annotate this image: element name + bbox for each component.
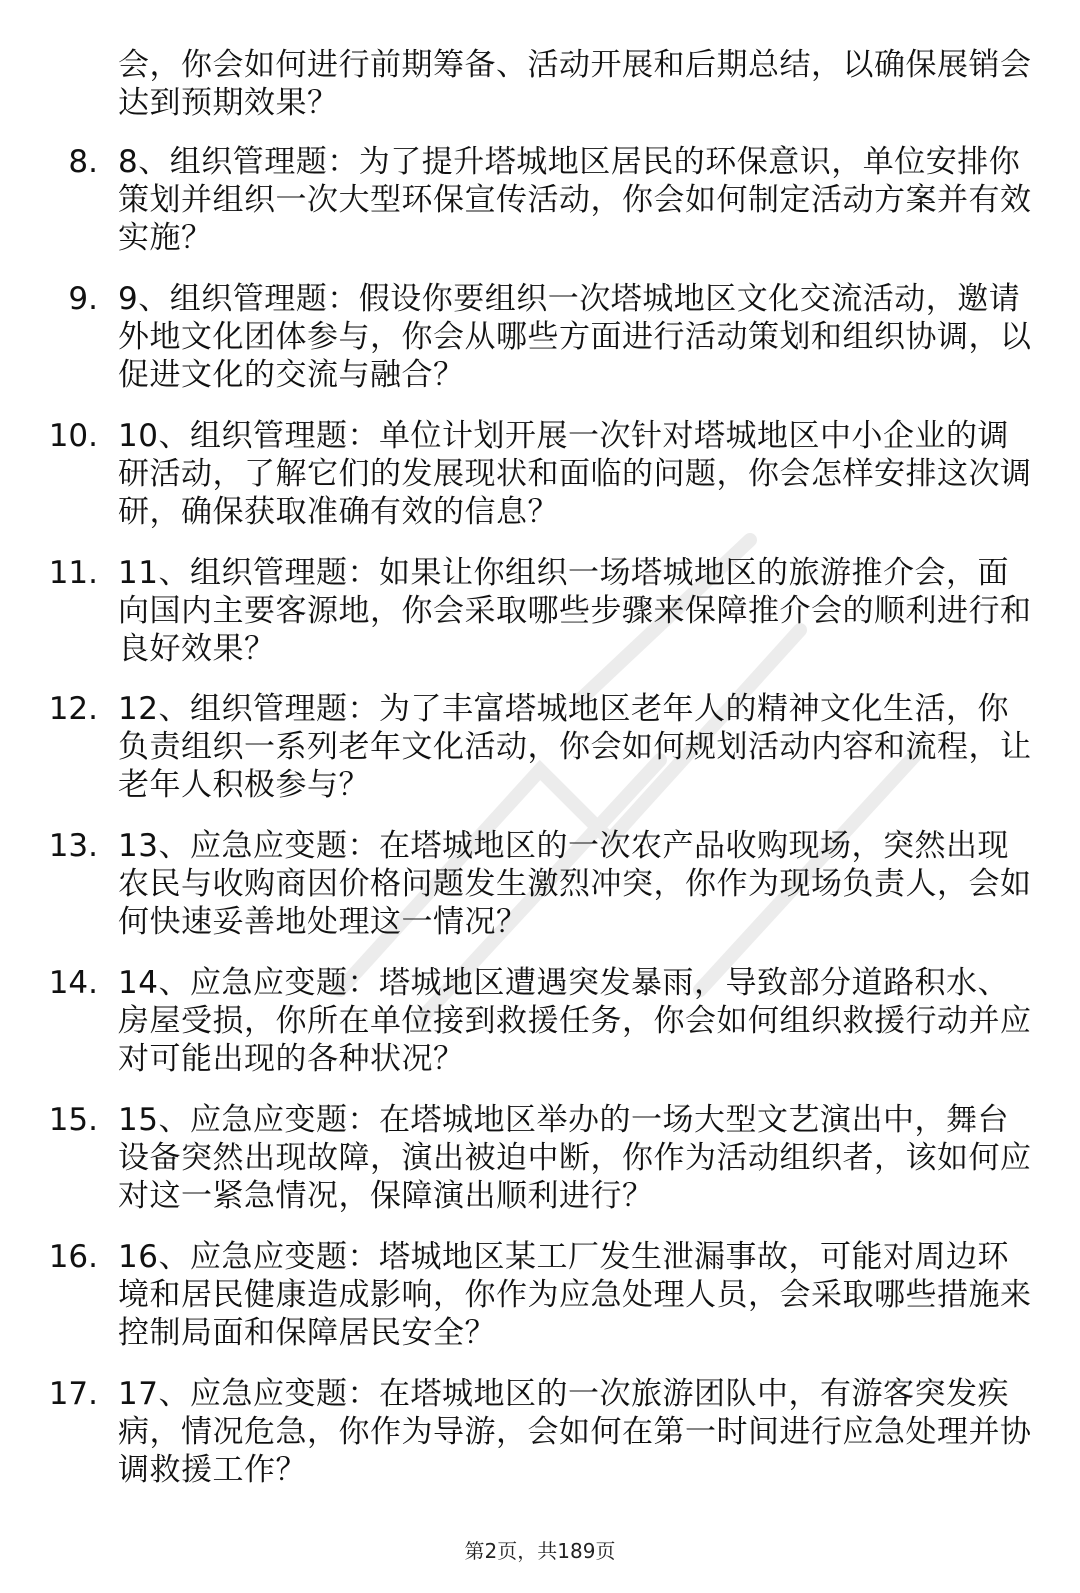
item-number: 11.: [48, 555, 98, 591]
item-number: 16.: [48, 1239, 98, 1275]
item-text: 13、应急应变题：在塔城地区的一次农产品收购现场，突然出现农民与收购商因价格问题发生激烈冲突，你作为现场负责人，会如何快速妥善地处理这一情况？: [118, 828, 1032, 940]
page-footer: 第2页，共189页: [464, 1539, 616, 1563]
item-text: 12、组织管理题：为了丰富塔城地区老年人的精神文化生活，你负责组织一系列老年文化活动，你会如何规划活动内容和流程，让老年人积极参与？: [118, 691, 1032, 803]
item-number: 10.: [48, 418, 98, 454]
item-number: 8.: [68, 144, 98, 180]
item-text: 15、应急应变题：在塔城地区举办的一场大型文艺演出中，舞台设备突然出现故障，演出被迫中断，你作为活动组织者，该如何应对这一紧急情况，保障演出顺利进行？: [118, 1102, 1032, 1214]
item-text: 11、组织管理题：如果让你组织一场塔城地区的旅游推介会，面向国内主要客源地，你会采取哪些步骤来保障推介会的顺利进行和良好效果？: [118, 555, 1032, 667]
item-number: 17.: [48, 1376, 98, 1412]
item-text: 10、组织管理题：单位计划开展一次针对塔城地区中小企业的调研活动，了解它们的发展现状和面临的问题，你会怎样安排这次调研，确保获取准确有效的信息？: [118, 418, 1032, 530]
item-text: 8、组织管理题：为了提升塔城地区居民的环保意识，单位安排你策划并组织一次大型环保宣传活动，你会如何制定活动方案并有效实施？: [118, 144, 1032, 256]
item-number: 9.: [68, 281, 98, 317]
item-text: 9、组织管理题：假设你要组织一次塔城地区文化交流活动，邀请外地文化团体参与，你会从哪些方面进行活动策划和组织协调，以促进文化的交流与融合？: [118, 281, 1032, 393]
item-text: 16、应急应变题：塔城地区某工厂发生泄漏事故，可能对周边环境和居民健康造成影响，你作为应急处理人员，会采取哪些措施来控制局面和保障居民安全？: [118, 1239, 1032, 1351]
item-number: 14.: [48, 965, 98, 1001]
item-text: 14、应急应变题：塔城地区遭遇突发暴雨，导致部分道路积水、房屋受损，你所在单位接到救援任务，你会如何组织救援行动并应对可能出现的各种状况？: [118, 965, 1032, 1077]
item-number: 12.: [48, 691, 98, 727]
continuation-text: 会，你会如何进行前期筹备、活动开展和后期总结，以确保展销会达到预期效果？: [118, 47, 1032, 121]
item-number: 15.: [48, 1102, 98, 1138]
item-number: 13.: [48, 828, 98, 864]
item-text: 17、应急应变题：在塔城地区的一次旅游团队中，有游客突发疾病，情况危急，你作为导游，会如何在第一时间进行应急处理并协调救援工作？: [118, 1376, 1032, 1488]
